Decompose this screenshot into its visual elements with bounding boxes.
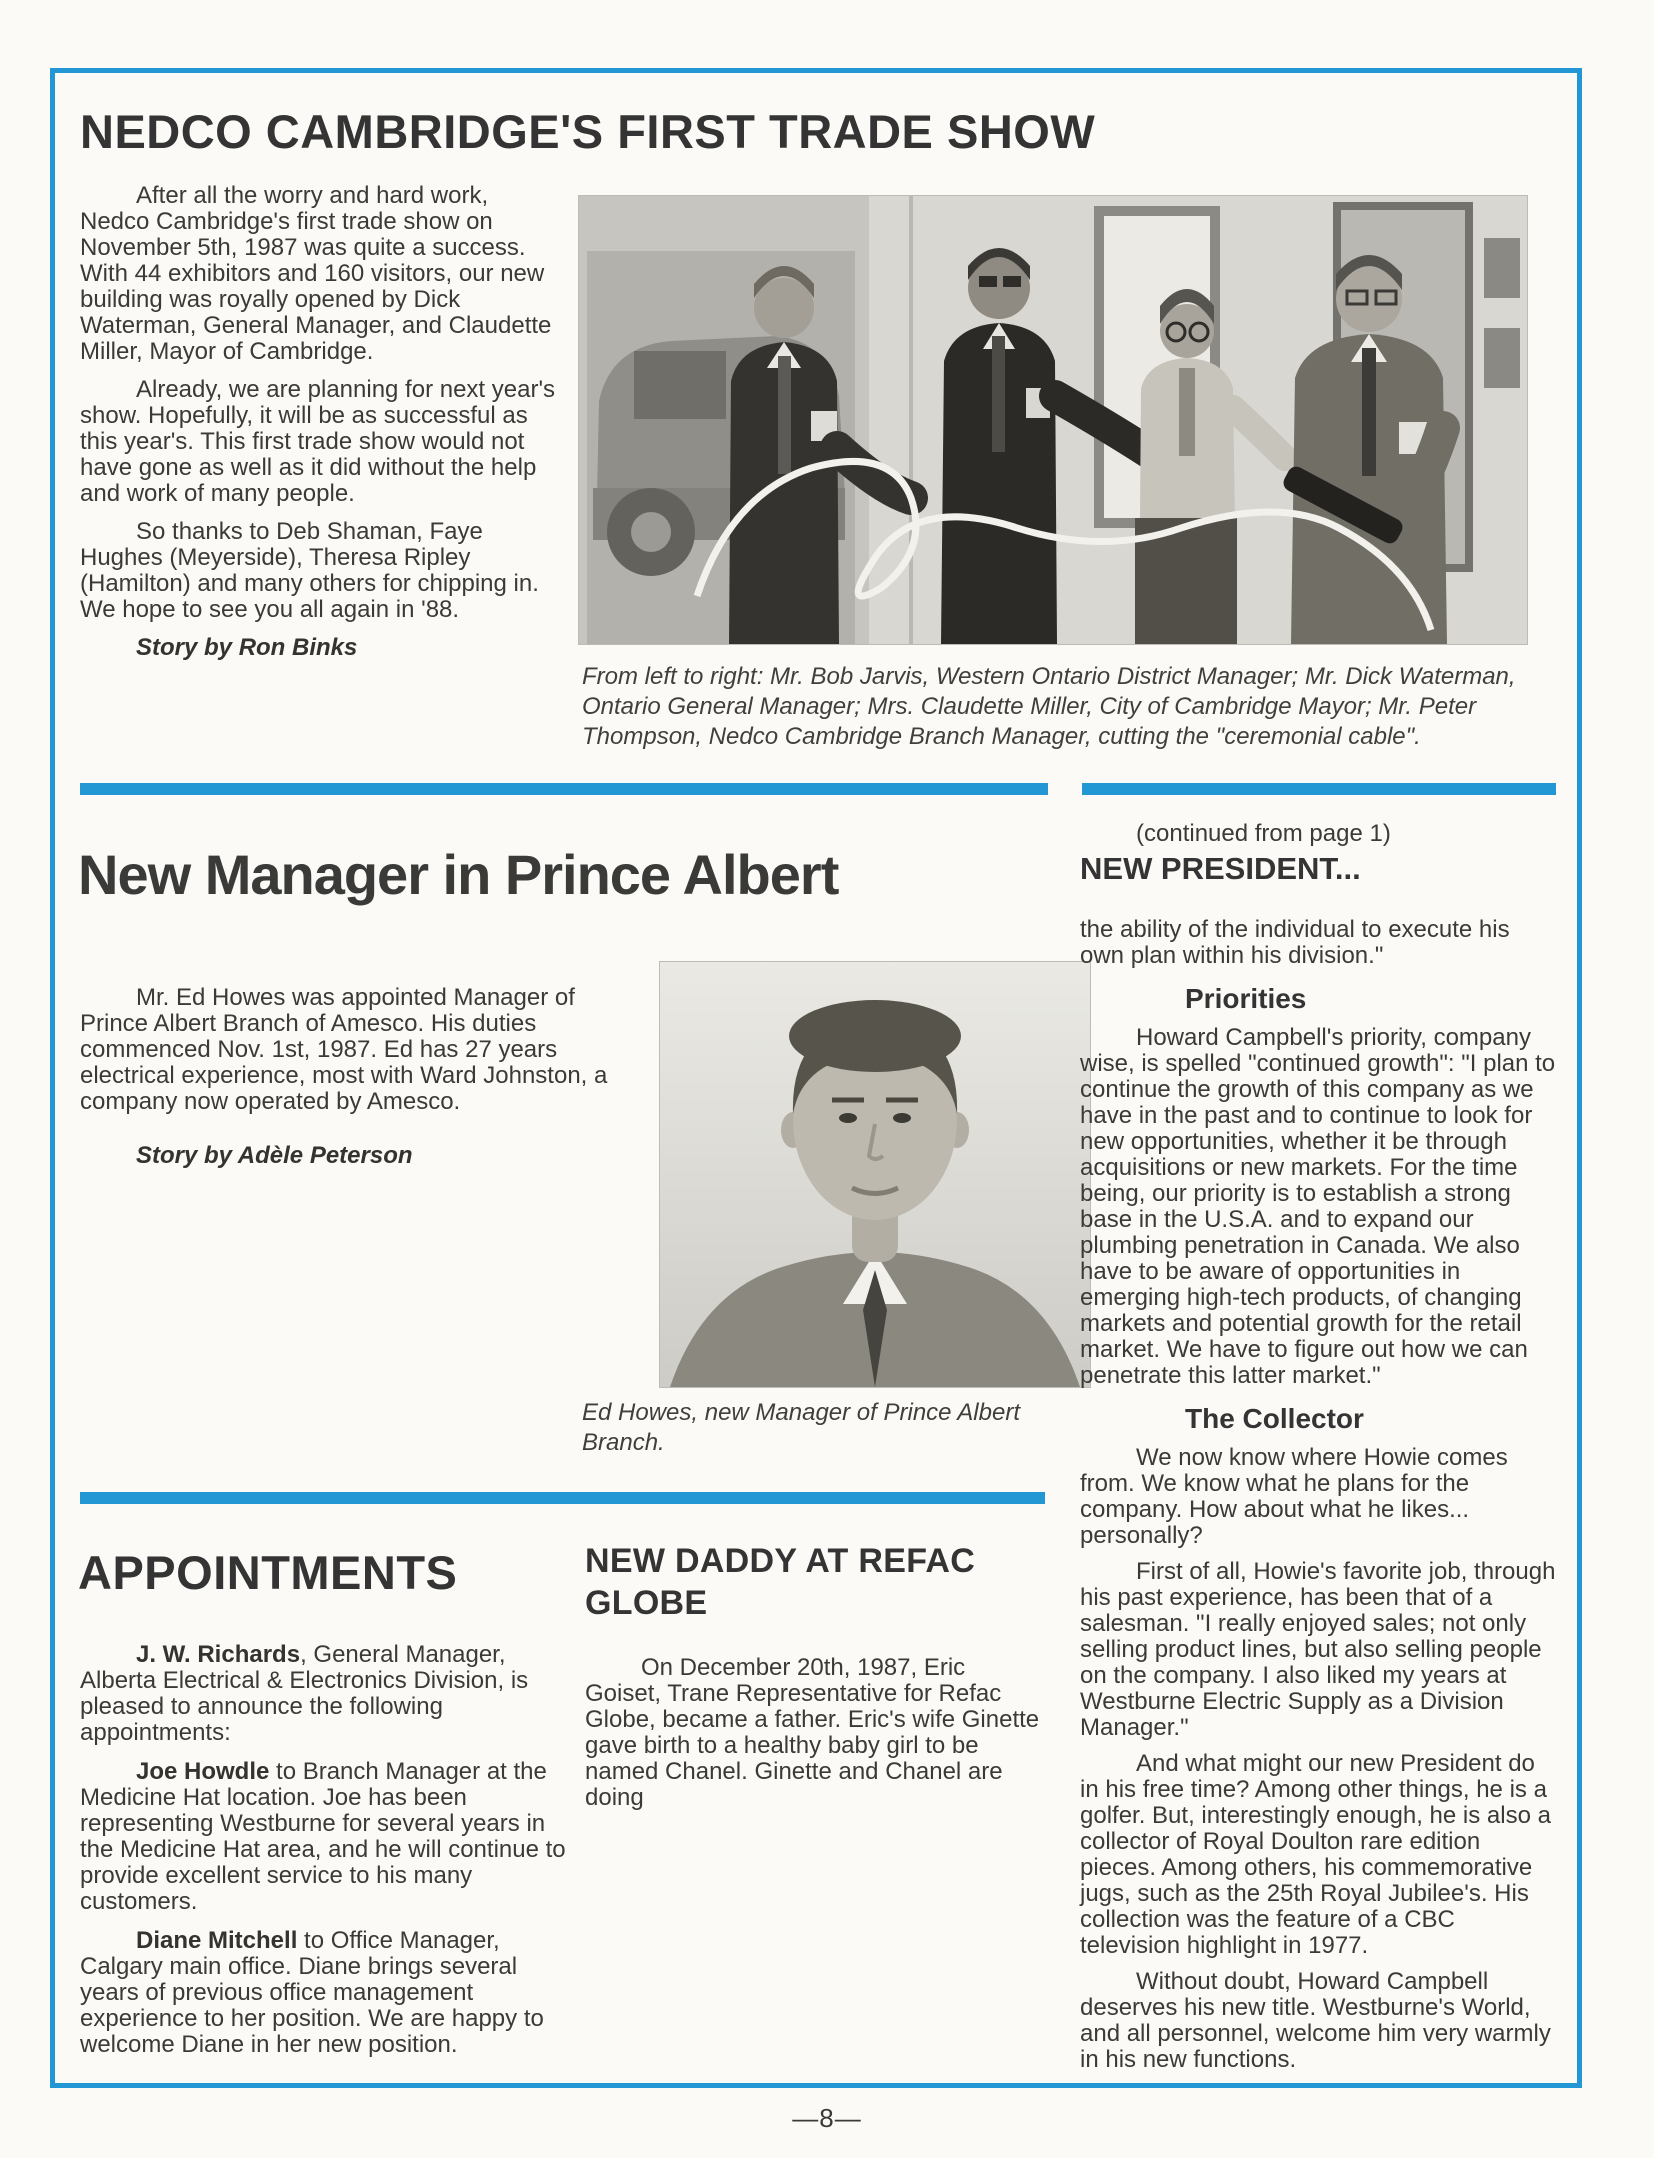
collector-paragraph: First of all, Howie's favorite job, through his past experience, has been that of a salesman. "I really enjoyed sales; not only selling product lines, but also selling people on the company. I also liked my years at Westburne Electric Supply as a Division Manager." bbox=[1080, 1558, 1556, 1741]
appointment-text: to Branch Manager at the Medicine Hat location. Joe has been representing Westburne for several years in the Medicine Hat area, and he will continue to provide excellent service to his many customers. bbox=[80, 1758, 566, 1915]
trade-show-photo-caption: From left to right: Mr. Bob Jarvis, Western Ontario District Manager; Mr. Dick Waterman, Ontario General Manager; Mrs. Claudette Miller, City of Cambridge Mayor; Mr. Peter Thompson, Nedco Cambridge Branch Manager, cutting the "ceremonial cable". bbox=[582, 663, 1516, 750]
page-number: —8— bbox=[792, 2103, 862, 2133]
ed-howes-photo-caption: Ed Howes, new Manager of Prince Albert Branch. bbox=[582, 1399, 1020, 1456]
new-president-title: NEW PRESIDENT... bbox=[1080, 851, 1361, 886]
continued-note: (continued from page 1) bbox=[1136, 820, 1391, 847]
portrait-illustration bbox=[660, 962, 1090, 1387]
appointments-title: APPOINTMENTS bbox=[78, 1546, 458, 1599]
priorities-paragraph: Howard Campbell's priority, company wise, is spelled "continued growth": "I plan to continue the growth of this company as we have in the past and to continue to look for new opportunities, whether it be through acquisitions or new markets. For the time being, our priority is to establish a strong base in the U.S.A. and to expand our plumbing penetration in Canada. We also have to be aware of opportunities in emerging high-tech products, of changing markets and potential growth for the retail market. We have to figure out how we can penetrate this latter market." bbox=[1080, 1024, 1556, 1389]
trade-show-paragraph: After all the worry and hard work, Nedco Cambridge's first trade show on November 5th, 1987 was quite a success. With 44 exhibitors and 160 visitors, our new building was royally opened by Dick Waterman, General Manager, and Claudette Miller, Mayor of Cambridge. bbox=[80, 182, 552, 365]
new-president-intro: the ability of the individual to execute his own plan within his division." bbox=[1080, 916, 1510, 969]
prince-albert-paragraph: Mr. Ed Howes was appointed Manager of Prince Albert Branch of Amesco. His duties commenced Nov. 1st, 1987. Ed has 27 years electrical experience, most with Ward Johnston, a company now operated by Amesco. bbox=[80, 984, 608, 1115]
trade-show-paragraph: Already, we are planning for next year's show. Hopefully, it will be as successful as this year's. This first trade show would not have gone as well as it did without the help and work of many people. bbox=[80, 376, 556, 507]
appointment-item bbox=[80, 1759, 580, 1915]
new-daddy-title: NEW DADDY AT REFAC GLOBE bbox=[585, 1542, 976, 1622]
appointee-name: Diane Mitchell bbox=[136, 1927, 298, 1954]
appointments-body bbox=[80, 1642, 580, 2071]
collector-paragraph: And what might our new President do in his free time? Among other things, he is a golfer. But, interestingly enough, he is also a collector of Royal Doulton rare edition pieces. Among others, his commemorative jugs, such as the 25th Royal Jubilee's. His collection was the feature of a CBC television highlight in 1977. bbox=[1080, 1750, 1551, 1959]
prince-albert-body bbox=[80, 985, 645, 1181]
appointee-name: Joe Howdle bbox=[136, 1758, 270, 1785]
divider-bar bbox=[1082, 783, 1556, 795]
trade-show-title: NEDCO CAMBRIDGE'S FIRST TRADE SHOW bbox=[80, 105, 1096, 158]
collector-paragraph: Without doubt, Howard Campbell deserves his new title. Westburne's World, and all personnel, welcome him very warmly in his new functions. bbox=[1080, 1968, 1551, 2073]
trade-show-body bbox=[80, 183, 558, 673]
collector-paragraph: We now know where Howie comes from. We know what he plans for the company. How about what he likes... personally? bbox=[1080, 1444, 1508, 1549]
appointment-item bbox=[80, 1642, 580, 1746]
prince-albert-title: New Manager in Prince Albert bbox=[78, 843, 839, 906]
appointment-text: to Office Manager, Calgary main office. Diane brings several years of previous office management experience to her position. We are happy to welcome Diane in her new position. bbox=[80, 1927, 544, 2058]
new-daddy-paragraph: On December 20th, 1987, Eric Goiset, Trane Representative for Refac Globe, became a father. Eric's wife Ginette gave birth to a healthy baby girl to be named Chanel. Ginette and Chanel are doing bbox=[585, 1654, 1040, 1811]
ed-howes-portrait-photo bbox=[660, 962, 1090, 1387]
new-president-column bbox=[1080, 820, 1558, 2083]
trade-show-paragraph: So thanks to Deb Shaman, Faye Hughes (Meyerside), Theresa Ripley (Hamilton) and many others for chipping in. We hope to see you all again in '88. bbox=[80, 518, 539, 623]
trade-show-photo-illustration bbox=[579, 196, 1527, 644]
trade-show-byline: Story by Ron Binks bbox=[136, 634, 358, 661]
collector-heading: The Collector bbox=[1185, 1403, 1364, 1434]
divider-bar bbox=[80, 783, 1048, 795]
appointee-name: J. W. Richards bbox=[136, 1641, 301, 1668]
divider-bar bbox=[80, 1492, 1045, 1504]
prince-albert-byline: Story by Adèle Peterson bbox=[136, 1142, 413, 1169]
appointment-item bbox=[80, 1928, 580, 2058]
appointment-text: , General Manager, Alberta Electrical & Electronics Division, is pleased to announce the following appointments: bbox=[80, 1641, 529, 1746]
new-daddy-body bbox=[585, 1655, 1045, 1823]
trade-show-photo bbox=[579, 196, 1527, 644]
priorities-heading: Priorities bbox=[1185, 983, 1307, 1014]
